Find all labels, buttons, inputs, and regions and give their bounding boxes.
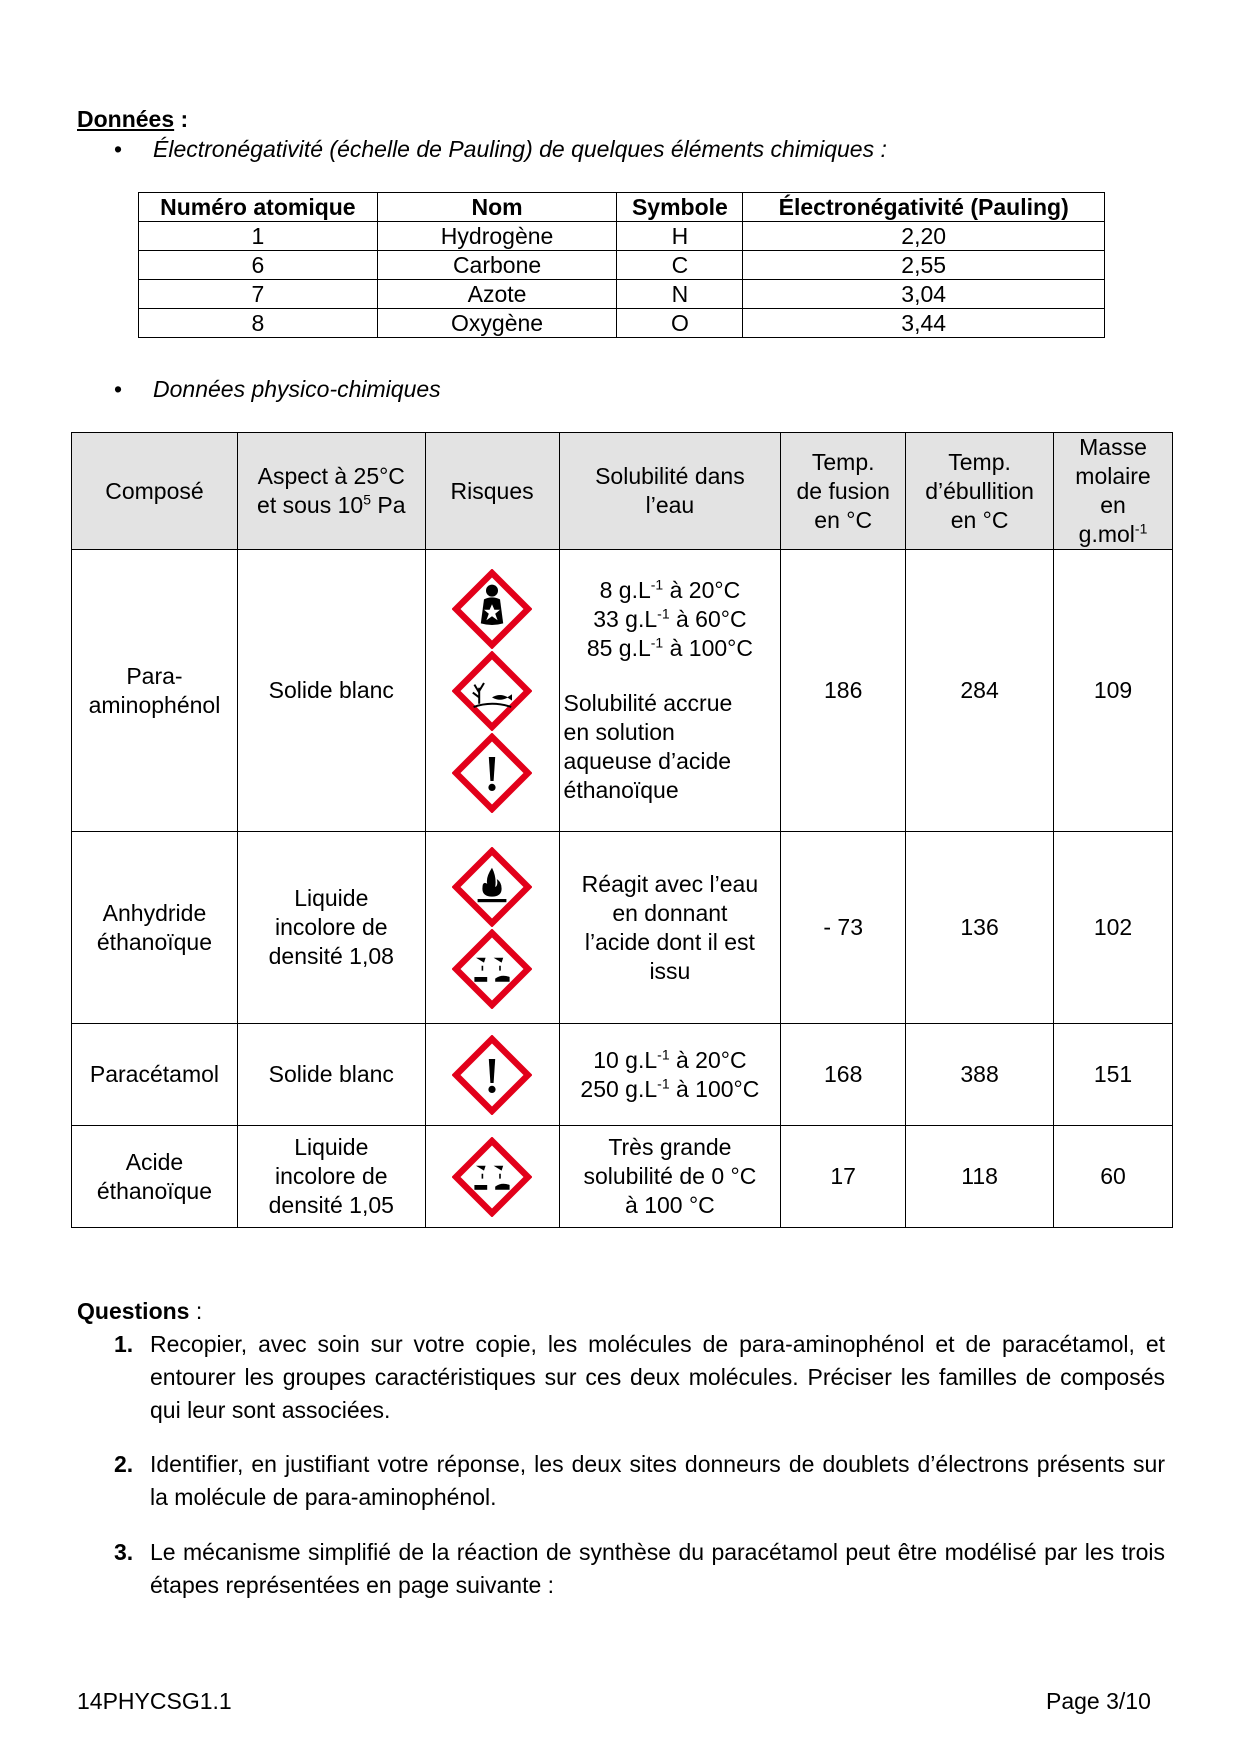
table-cell: 3,04 bbox=[743, 280, 1105, 309]
bullet-text: Électronégativité (échelle de Pauling) de quelques éléments chimiques : bbox=[153, 136, 887, 162]
title-colon: : bbox=[174, 106, 189, 132]
column-header: Nom bbox=[377, 193, 617, 222]
solubility-value: 85 g.L bbox=[586, 635, 651, 661]
table-cell: Oxygène bbox=[377, 309, 617, 338]
solubility-value: 8 g.L bbox=[599, 577, 651, 603]
solubility-exponent: -1 bbox=[657, 1074, 670, 1091]
bullet-physchem bbox=[114, 376, 441, 403]
solubility-temp: à 100°C bbox=[663, 635, 753, 661]
table-cell: Azote bbox=[377, 280, 617, 309]
table-cell: Hydrogène bbox=[377, 222, 617, 251]
header-aspect-exponent: 5 bbox=[363, 491, 371, 508]
solubility-value: 250 g.L bbox=[580, 1075, 658, 1102]
cell-compose: Para- aminophénol bbox=[72, 550, 238, 832]
physicochemical-table bbox=[71, 432, 1173, 1228]
questions-colon: : bbox=[189, 1298, 203, 1324]
solubility-temp: à 20°C bbox=[669, 1046, 747, 1073]
flame-icon bbox=[452, 847, 532, 927]
table-cell: O bbox=[617, 309, 743, 338]
cell-solubilite bbox=[559, 832, 781, 1024]
corrosion-icon bbox=[452, 929, 532, 1009]
solubility-line bbox=[564, 1046, 777, 1075]
electronegativity-table bbox=[138, 192, 1105, 338]
cell-solubilite bbox=[559, 1024, 781, 1126]
table-cell: 7 bbox=[139, 280, 378, 309]
cell-aspect: Solide blanc bbox=[237, 550, 425, 832]
bullet-electronegativity bbox=[114, 136, 887, 163]
exclamation-icon bbox=[452, 1035, 532, 1115]
question-text: Identifier, en justifiant votre réponse, les deux sites donneurs de doublets d’électrons présents sur la molécule de para-aminophénol. bbox=[150, 1451, 1165, 1510]
footer-code: 14PHYCSG1.1 bbox=[77, 1688, 232, 1714]
footer-page: Page 3/10 bbox=[1046, 1688, 1151, 1714]
cell-masse: 151 bbox=[1054, 1024, 1173, 1126]
solubility-exponent: -1 bbox=[657, 605, 670, 622]
header-aspect-line1: Aspect à 25°C bbox=[257, 463, 405, 489]
header-masse bbox=[1054, 433, 1173, 550]
solubility-note: Solubilité accrue en solution aqueuse d’acide éthanoïque bbox=[563, 690, 733, 803]
column-header: Symbole bbox=[617, 193, 743, 222]
cell-compose: Paracétamol bbox=[72, 1024, 238, 1126]
cell-masse: 109 bbox=[1054, 550, 1173, 832]
table-cell: 2,20 bbox=[743, 222, 1105, 251]
cell-fusion: - 73 bbox=[781, 832, 906, 1024]
question-number: 2. bbox=[114, 1451, 134, 1477]
bullet-text: Données physico-chimiques bbox=[153, 376, 441, 402]
header-compose: Composé bbox=[72, 433, 238, 550]
table-cell: 1 bbox=[139, 222, 378, 251]
cell-masse: 60 bbox=[1054, 1126, 1173, 1228]
cell-risques bbox=[425, 1024, 559, 1126]
header-masse-text: Masse molaire en g.mol bbox=[1075, 434, 1151, 547]
bullet-dot-icon: • bbox=[114, 136, 123, 162]
question-text: Le mécanisme simplifié de la réaction de synthèse du paracétamol peut être modélisé par les trois étapes représentées en page suivante : bbox=[150, 1539, 1165, 1598]
cell-fusion: 168 bbox=[781, 1024, 906, 1126]
cell-fusion: 17 bbox=[781, 1126, 906, 1228]
table-cell: 6 bbox=[139, 251, 378, 280]
table-cell: Carbone bbox=[377, 251, 617, 280]
solubility-exponent: -1 bbox=[650, 576, 664, 593]
cell-aspect: Liquide incolore de densité 1,08 bbox=[237, 832, 425, 1024]
table-cell: N bbox=[617, 280, 743, 309]
cell-ebullition: 284 bbox=[906, 550, 1054, 832]
cell-risques bbox=[425, 550, 559, 832]
question-text: Recopier, avec soin sur votre copie, les molécules de para-aminophénol et de paracétamol, et entourer les groupes caractéristiques sur ces deux molécules. Préciser les familles de composés qui leur sont associées. bbox=[150, 1331, 1165, 1423]
solubility-exponent: -1 bbox=[650, 634, 664, 651]
header-solubilite: Solubilité dans l’eau bbox=[559, 433, 781, 550]
cell-ebullition: 136 bbox=[906, 832, 1054, 1024]
cell-solubilite bbox=[559, 550, 781, 832]
solubility-values bbox=[564, 1046, 777, 1104]
header-masse-exponent: -1 bbox=[1134, 520, 1148, 537]
question-2 bbox=[114, 1448, 1165, 1514]
solubility-line bbox=[564, 605, 777, 634]
header-fusion: Temp. de fusion en °C bbox=[781, 433, 906, 550]
cell-ebullition: 118 bbox=[906, 1126, 1054, 1228]
cell-risques bbox=[425, 1126, 559, 1228]
column-header: Numéro atomique bbox=[139, 193, 378, 222]
table-row bbox=[72, 550, 1173, 832]
table-row bbox=[139, 309, 1105, 338]
table-row bbox=[72, 832, 1173, 1024]
corrosion-icon bbox=[452, 1137, 532, 1217]
solubility-temp: à 100°C bbox=[669, 1075, 760, 1102]
solubility-text: Réagit avec l’eau en donnant l’acide dont il est issu bbox=[581, 870, 759, 984]
column-header: Électronégativité (Pauling) bbox=[743, 193, 1105, 222]
header-ebullition: Temp. d’ébullition en °C bbox=[906, 433, 1054, 550]
table-header-row bbox=[139, 193, 1105, 222]
solubility-values bbox=[564, 576, 777, 663]
table-cell: 8 bbox=[139, 309, 378, 338]
section-title bbox=[77, 106, 188, 133]
solubility-text: Très grande solubilité de 0 °C à 100 °C bbox=[583, 1134, 757, 1218]
cell-fusion: 186 bbox=[781, 550, 906, 832]
table-row bbox=[139, 251, 1105, 280]
solubility-exponent: -1 bbox=[657, 1045, 670, 1062]
header-aspect bbox=[237, 433, 425, 550]
table-row bbox=[72, 1024, 1173, 1126]
table-cell: C bbox=[617, 251, 743, 280]
solubility-line bbox=[564, 576, 777, 605]
cell-aspect: Solide blanc bbox=[237, 1024, 425, 1126]
environment-icon bbox=[452, 651, 532, 731]
question-1 bbox=[114, 1328, 1165, 1427]
table-row bbox=[139, 222, 1105, 251]
solubility-temp: à 20°C bbox=[663, 577, 741, 603]
title-text: Données bbox=[77, 106, 175, 132]
solubility-line bbox=[564, 634, 777, 663]
solubility-value: 33 g.L bbox=[593, 606, 658, 632]
header-risques: Risques bbox=[425, 433, 559, 550]
health-hazard-icon bbox=[452, 569, 532, 649]
question-3 bbox=[114, 1536, 1165, 1602]
questions-heading bbox=[77, 1298, 202, 1325]
question-number: 3. bbox=[114, 1539, 134, 1565]
cell-aspect: Liquide incolore de densité 1,05 bbox=[237, 1126, 425, 1228]
header-aspect-unit: Pa bbox=[370, 492, 406, 518]
table-cell: H bbox=[617, 222, 743, 251]
cell-risques bbox=[425, 832, 559, 1024]
table-header-row bbox=[72, 433, 1173, 550]
table-row bbox=[139, 280, 1105, 309]
solubility-temp: à 60°C bbox=[669, 606, 747, 632]
table-row bbox=[72, 1126, 1173, 1228]
cell-compose: Anhydride éthanoïque bbox=[72, 832, 238, 1024]
solubility-value: 10 g.L bbox=[593, 1046, 658, 1073]
table-cell: 3,44 bbox=[743, 309, 1105, 338]
cell-compose: Acide éthanoïque bbox=[72, 1126, 238, 1228]
cell-ebullition: 388 bbox=[906, 1024, 1054, 1126]
question-number: 1. bbox=[114, 1331, 134, 1357]
questions-title: Questions bbox=[77, 1298, 190, 1324]
cell-masse: 102 bbox=[1054, 832, 1173, 1024]
bullet-dot-icon: • bbox=[114, 376, 123, 402]
cell-solubilite bbox=[559, 1126, 781, 1228]
header-aspect-line2: et sous 10 bbox=[257, 492, 364, 518]
solubility-line bbox=[564, 1075, 777, 1104]
table-cell: 2,55 bbox=[743, 251, 1105, 280]
exclamation-icon bbox=[452, 733, 532, 813]
